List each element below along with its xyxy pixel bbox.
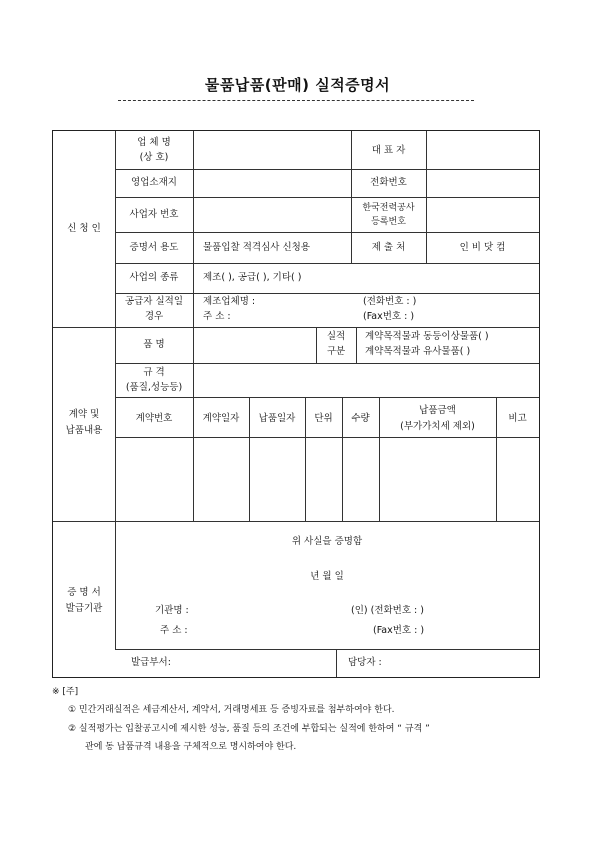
- maker-address-text: 주 소 :: [203, 311, 231, 322]
- business-type-value: 제조( ), 공급( ), 기타( ): [203, 272, 302, 283]
- maker-fax-text: (Fax번호 : ): [363, 311, 415, 322]
- col-contract-no: 계약번호: [135, 413, 173, 424]
- issue-dept: 발급부서:: [131, 657, 171, 668]
- submit-to-value: 인 비 닷 컴: [459, 242, 506, 253]
- issuer-fax: (Fax번호 : ): [373, 625, 425, 636]
- supplier-label-1: 공급자 실적일: [124, 296, 184, 307]
- record-type-label-1: 실적: [326, 331, 346, 342]
- contract-section-label-1: 계약 및: [68, 409, 100, 420]
- maker-name-text: 제조업체명 :: [203, 296, 256, 307]
- issuer-person: 담당자 :: [348, 657, 382, 668]
- maker-phone-text: (전화번호 : ): [363, 296, 417, 307]
- title-underline: [118, 100, 474, 101]
- applicant-section-label: 신 청 인: [67, 223, 101, 234]
- row-line: [115, 363, 539, 364]
- purpose-label: 증명서 용도: [129, 242, 179, 253]
- kepco-reg-label-2: 등록번호: [371, 217, 406, 227]
- kepco-reg-label-1: 한국전력공사: [362, 203, 415, 213]
- row-line: [115, 437, 539, 438]
- field-label-line-spec: [193, 363, 194, 397]
- row-line: [115, 649, 539, 650]
- supplier-label-2: 경우: [144, 311, 164, 322]
- record-type-line-right: [356, 327, 357, 363]
- section-divider-applicant: [53, 327, 539, 328]
- item-name-label: 품 명: [143, 339, 165, 350]
- company-name-label-1: 업 체 명: [137, 137, 171, 148]
- note-1: ① 민간거래실적은 세금계산서, 계약서, 거래명세표 등 증빙자료를 첨부하여야 한다.: [68, 705, 395, 715]
- date-text: 년 월 일: [310, 571, 344, 582]
- row-line: [115, 232, 539, 233]
- issuer-org-name: 기관명 :: [155, 605, 189, 616]
- business-type-label: 사업의 종류: [129, 272, 179, 283]
- spec-label-1: 규 격: [143, 367, 165, 378]
- row-line: [115, 397, 539, 398]
- issuer-section-label-1: 증 명 서: [67, 587, 101, 598]
- issue-dept-divider: [336, 649, 337, 677]
- col-unit: 단위: [314, 413, 333, 424]
- contract-section-label-2: 납품내용: [65, 425, 103, 436]
- note-2: ② 실적평가는 입찰공고시에 제시한 성능, 품질 등의 조건에 부합되는 실적에 한하여 “ 규격 ”: [68, 724, 430, 734]
- representative-label: 대 표 자: [371, 145, 406, 156]
- certificate-form: [52, 130, 540, 678]
- section-divider-contract: [53, 521, 539, 522]
- record-type-label-2: 구분: [326, 346, 346, 357]
- row-line: [115, 169, 539, 170]
- col-amount-2: (부가가치세 제외): [400, 421, 475, 432]
- document-title: 물품납품(판매) 실적증명서: [204, 76, 391, 94]
- row-line: [115, 293, 539, 294]
- purpose-value: 물품입찰 적격심사 신청용: [203, 242, 310, 253]
- issuer-address: 주 소 :: [160, 625, 188, 636]
- address-label: 영업소재지: [131, 177, 177, 188]
- col-amount-1: 납품금액: [419, 405, 456, 416]
- col-delivery-date: 납품일자: [258, 413, 296, 424]
- row-line: [115, 263, 539, 264]
- phone-label: 전화번호: [370, 177, 407, 188]
- issuer-section-label-2: 발급기관: [65, 603, 103, 614]
- certify-text: 위 사실을 증명함: [291, 536, 363, 547]
- issuer-seal-phone: (인) (전화번호 : ): [351, 605, 424, 616]
- note-3: 관에 동 납품규격 내용을 구체적으로 명시하여야 한다.: [85, 742, 297, 752]
- biz-number-label: 사업자 번호: [129, 209, 179, 220]
- record-option-equivalent: 계약목적물과 동등이상물품( ): [365, 331, 489, 342]
- col-contract-date: 계약일자: [202, 413, 240, 424]
- col-remarks: 비고: [508, 413, 527, 424]
- spec-label-2: (품질,성능등): [125, 382, 183, 393]
- company-name-label-2: (상 호): [139, 152, 169, 163]
- row-line: [115, 197, 539, 198]
- submit-to-label: 제 출 처: [371, 242, 406, 253]
- notes-heading: ※ [주]: [52, 687, 79, 697]
- col-quantity: 수량: [351, 413, 370, 424]
- field-label-line-upper: [193, 131, 194, 363]
- record-option-similar: 계약목적물과 유사물품( ): [365, 346, 471, 357]
